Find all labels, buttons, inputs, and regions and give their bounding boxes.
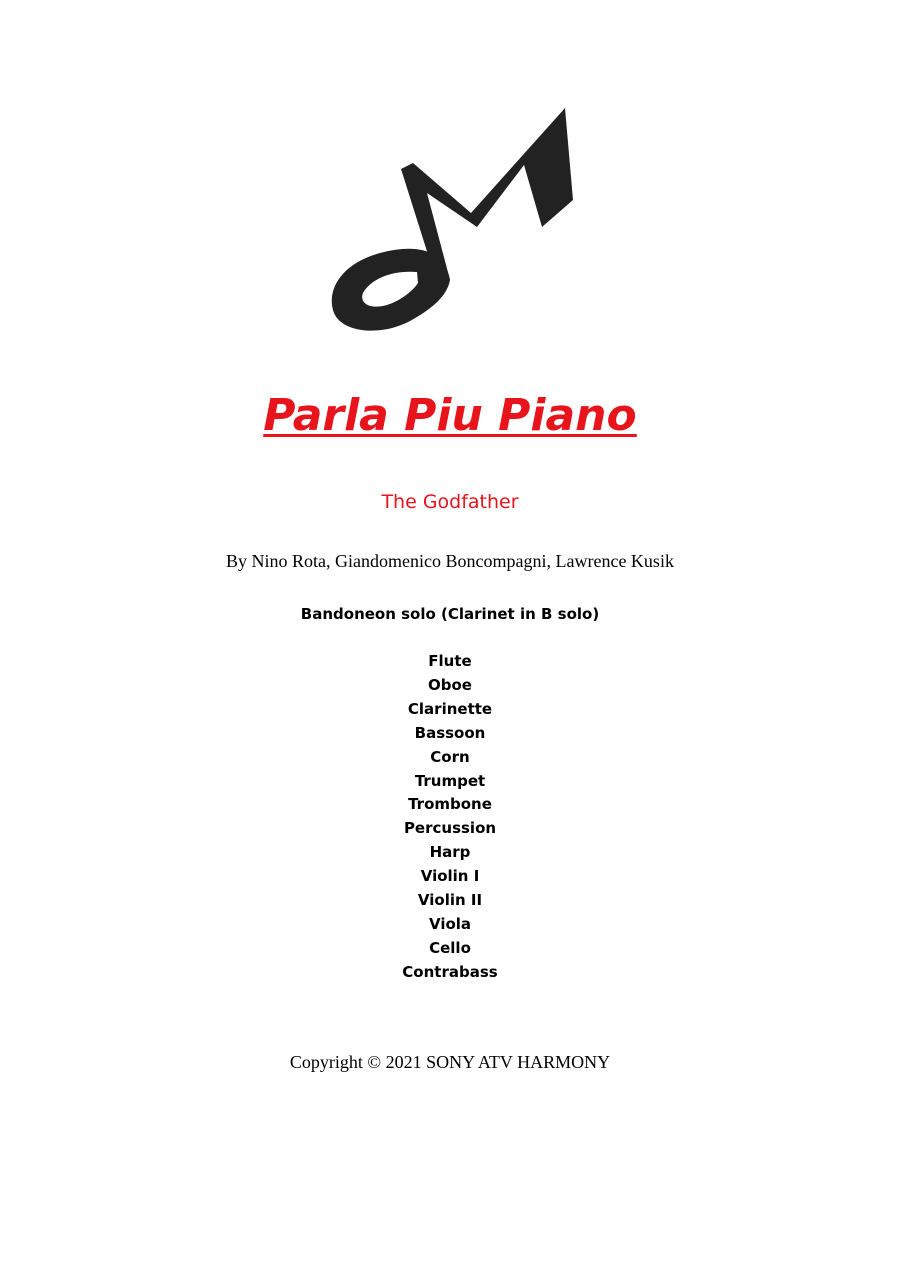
instrument-item: Contrabass — [402, 962, 498, 981]
instrument-list — [0, 650, 900, 985]
instrument-item: Cello — [429, 938, 471, 957]
instrument-item: Flute — [428, 652, 472, 670]
instrument-item: Corn — [430, 747, 470, 766]
instrument-item: Oboe — [428, 675, 472, 694]
instrument-item: Trumpet — [414, 771, 486, 790]
instrument-item: Clarinette — [407, 699, 493, 718]
solo-instrument: Bandoneon solo (Clarinet in B solo) — [300, 605, 600, 623]
instrument-item: Viola — [428, 914, 472, 933]
instrument-item: Percussion — [403, 819, 497, 838]
instrument-item: Violin I — [420, 867, 480, 886]
music-note-icon — [325, 105, 580, 340]
instrument-item: Harp — [429, 843, 471, 862]
score-title: Parla Piu Piano — [263, 390, 637, 441]
score-subtitle: The Godfather — [381, 491, 519, 513]
instrument-item: Trombone — [408, 795, 492, 814]
instrument-item: Violin II — [417, 891, 483, 910]
composers-credit: By Nino Rota, Giandomenico Boncompagni, Lawrence Kusik — [226, 551, 674, 571]
copyright-notice: Copyright © 2021 SONY ATV HARMONY — [289, 1052, 611, 1072]
instrument-item: Bassoon — [414, 723, 486, 742]
